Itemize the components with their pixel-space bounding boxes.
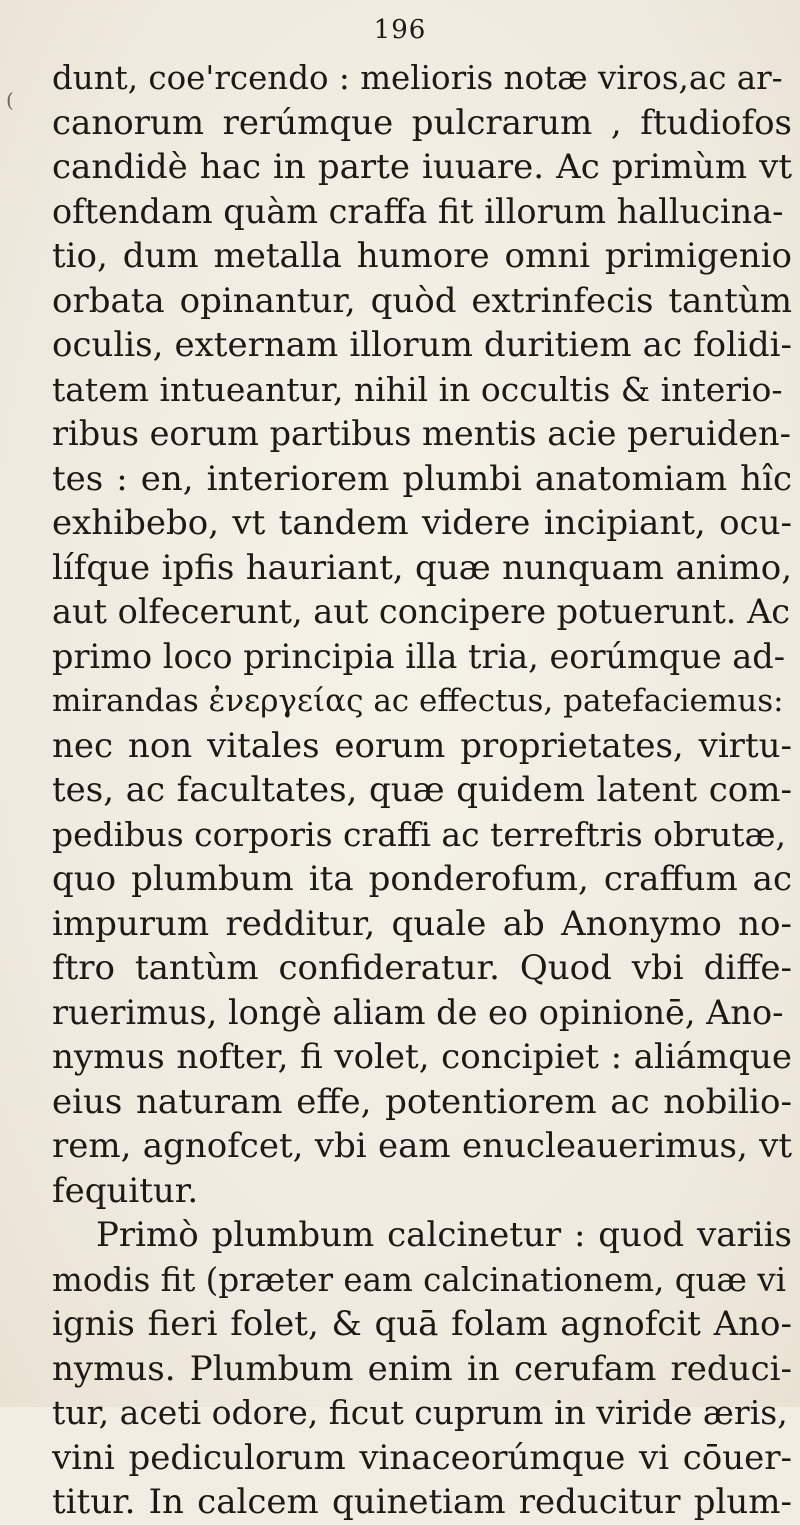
text-line: oftendam quàm craffa fit illorum hallucina- — [52, 191, 784, 231]
text-line: fequitur. — [52, 1170, 199, 1211]
text-line: candidè hac in parte iuuare. Ac primùm vt — [52, 147, 792, 187]
text-line: modis fit (præter eam calcinationem, quæ vi — [52, 1260, 787, 1299]
page-number: 196 — [373, 15, 427, 45]
text-line: eius naturam effe, potentiorem ac nobilio- — [52, 1081, 792, 1122]
text-line: ignis fieri folet, & quā folam agnofcit Ano- — [52, 1304, 792, 1344]
text-line: mirandas ἐνεργείας ac effectus, patefaciemus: — [52, 683, 784, 719]
text-line: aut olfecerunt, aut concipere potuerunt. Ac — [52, 592, 791, 631]
text-line: rem, agnofcet, vbi eam enucleauerimus, vt — [52, 1126, 792, 1166]
text-line: dunt, coe'rcendo : melioris notæ viros,ac ar- — [52, 59, 783, 97]
text-line: tes : en, interiorem plumbi anatomiam hîc — [52, 458, 792, 499]
text-line: ribus eorum partibus mentis acie peruiden- — [52, 414, 791, 453]
text-line: nymus. Plumbum enim in cerufam reduci- — [52, 1348, 792, 1389]
body-text — [52, 56, 792, 1525]
text-line: nec non vitales eorum proprietates, virtu- — [52, 725, 792, 766]
text-line: quo plumbum ita ponderofum, craffum ac — [52, 859, 792, 899]
text-line: exhibebo, vt tandem videre incipiant, ocu- — [52, 503, 792, 543]
text-line: ftro tantùm confideratur. Quod vbi diffe- — [52, 948, 792, 988]
text-line: titur. In calcem quinetiam reducitur plum- — [52, 1482, 792, 1522]
text-line: canorum rerúmque pulcrarum , ftudiofos — [52, 102, 792, 143]
text-line: pedibus corporis craffi ac terreftris obrutæ, — [52, 814, 786, 854]
text-line: tes, ac facultates, quæ quidem latent com- — [52, 770, 792, 810]
text-line: ruerimus, longè aliam de eo opinionē, Ano- — [52, 992, 784, 1032]
text-line: vini pediculorum vinaceorúmque vi cōuer- — [52, 1437, 792, 1478]
text-line: tatem intueantur, nihil in occultis & interio- — [52, 369, 783, 409]
text-line: impurum redditur, quale ab Anonymo no- — [52, 903, 792, 944]
margin-mark: ( — [6, 88, 14, 112]
text-line: lífque ipfis hauriant, quæ nunquam animo, — [52, 547, 792, 588]
paragraph-start-line: Primò plumbum calcinetur : quod variis — [96, 1215, 792, 1255]
text-line: tur, aceti odore, ficut cuprum in viride æris, — [52, 1393, 788, 1432]
text-line: tio, dum metalla humore omni primigenio — [52, 236, 792, 276]
text-line: primo loco principia illa tria, eorúmque ad- — [52, 636, 786, 676]
text-line: orbata opinantur, quòd extrinfecis tantùm — [52, 280, 792, 321]
text-line: oculis, externam illorum duritiem ac folidi- — [52, 325, 792, 365]
text-line: nymus nofter, fi volet, concipiet : aliámque — [52, 1037, 792, 1077]
